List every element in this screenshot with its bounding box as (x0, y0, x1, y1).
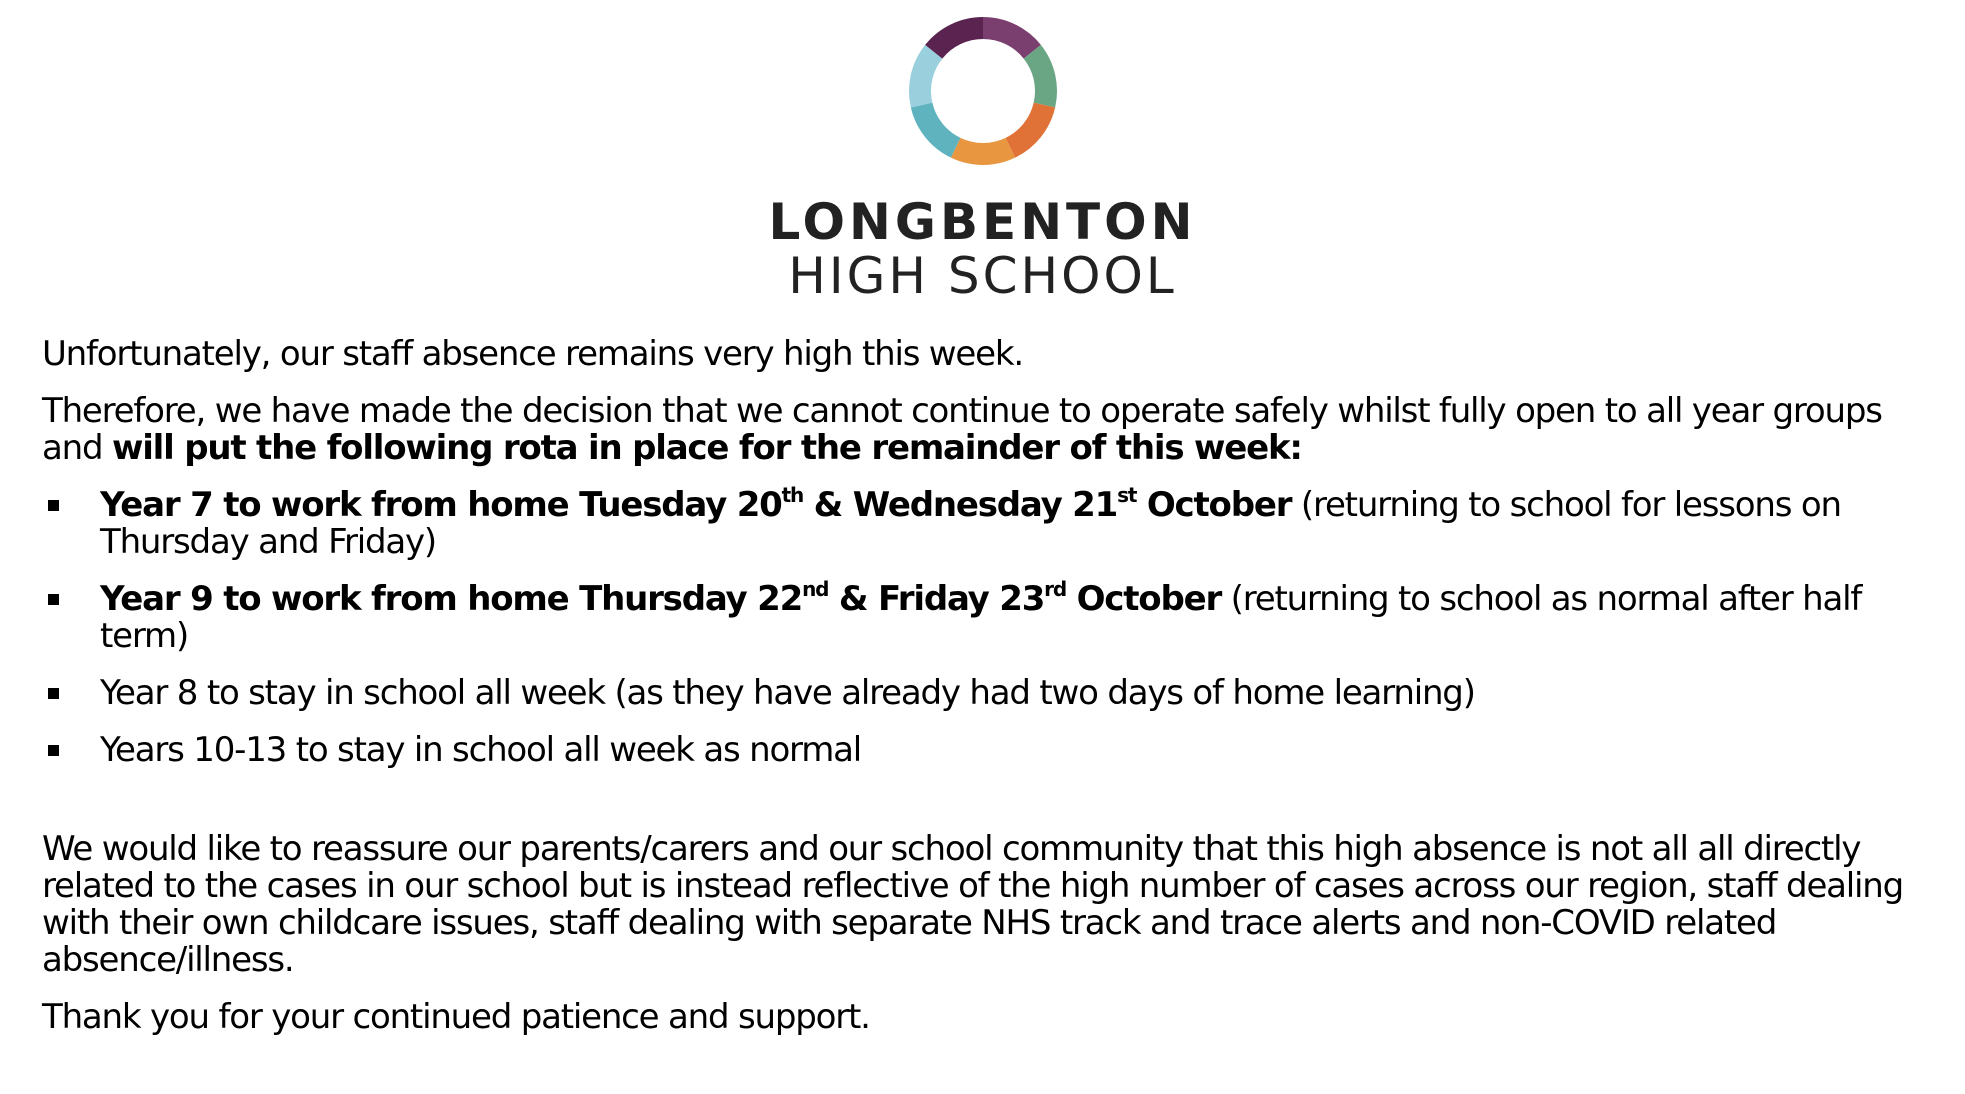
intro-paragraph: Unfortunately, our staff absence remains very high this week. (42, 334, 1023, 374)
school-logo-ring-icon (906, 14, 1060, 168)
school-logo (0, 14, 1965, 304)
rota-item-year7-bold: Year 7 to work from home Tuesday 20th & Wednesday 21st October (100, 483, 1292, 525)
logo-ring-segment (1010, 105, 1044, 148)
school-name-line2: HIGH SCHOOL (788, 247, 1177, 305)
square-bullet-icon (48, 688, 59, 699)
rota-item-year9 (42, 577, 1942, 656)
school-name-line1: LONGBENTON (768, 193, 1197, 251)
rota-list (42, 483, 1942, 770)
rota-item-years10-13 (42, 732, 1942, 769)
decision-text: Therefore, we have made the decision that we cannot continue to operate safely whilst fully open to all year groups and (42, 391, 1882, 468)
thanks-paragraph: Thank you for your continued patience and support. (42, 997, 870, 1037)
rota-item-year7-note: (returning to school for lessons on Thursday and Friday) (100, 485, 1841, 562)
logo-ring-segment (921, 105, 955, 148)
rota-item-year7 (42, 483, 1942, 562)
decision-bold-text: will put the following rota in place for the remainder of this week: (111, 428, 1302, 468)
square-bullet-icon (48, 500, 59, 511)
logo-ring-segment (1032, 52, 1046, 105)
decision-paragraph (42, 393, 1942, 467)
rota-item-year9-bold: Year 9 to work from home Thursday 22nd & Friday 23rd October (100, 577, 1222, 619)
rota-item-year8 (42, 675, 1942, 712)
logo-ring-segment (933, 28, 982, 52)
notice-body (42, 336, 1942, 1056)
reassurance-paragraph: We would like to reassure our parents/carers and our school community that this high absence is not all all directly related to the cases in our school but is instead reflective of the high number of cases across our region, staff dealing with their own childcare issues, staff dealing with separate NHS track and trace alerts and non-COVID related absence/illness. (42, 829, 1904, 980)
rota-item-years10-13-text: Years 10-13 to stay in school all week as normal (100, 730, 862, 770)
square-bullet-icon (48, 745, 59, 756)
logo-ring-segment (920, 52, 934, 105)
rota-item-year9-note: (returning to school as normal after half term) (100, 579, 1862, 656)
square-bullet-icon (48, 594, 59, 605)
rota-item-year8-text: Year 8 to stay in school all week (as they have already had two days of home learning) (100, 673, 1475, 713)
logo-ring-segment (983, 28, 1032, 52)
logo-ring-segment (955, 148, 1010, 154)
